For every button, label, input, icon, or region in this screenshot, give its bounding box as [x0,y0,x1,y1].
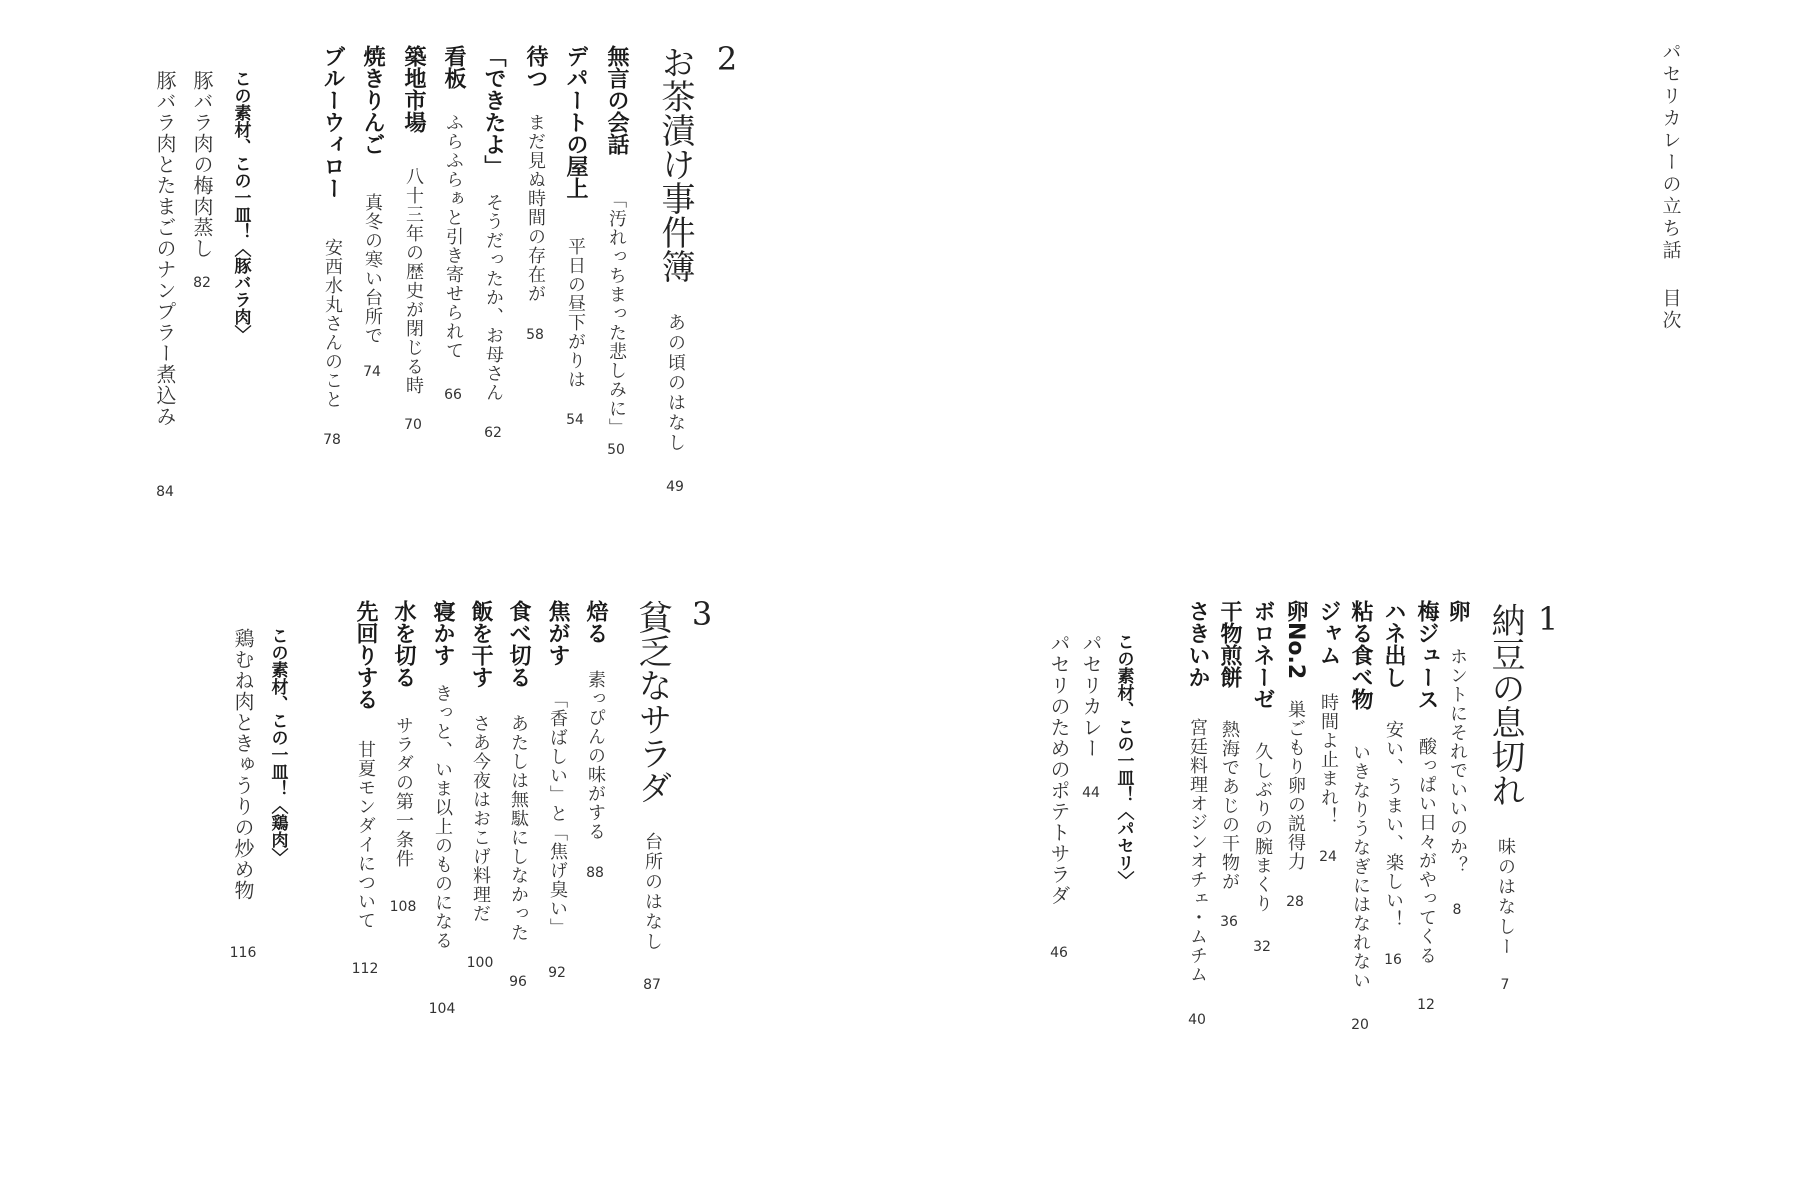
recipe-title[interactable]: 豚バラ肉の梅肉蒸し [190,70,214,259]
chapter-title[interactable]: お茶漬け事件簿 [655,45,695,283]
entry-subtitle: 時間よ止まれ！ [1318,693,1339,826]
entry-subtitle: 「香ばしい」と「焦げ臭い」 [547,690,568,937]
entry-page: 24 [1319,849,1337,865]
entry-subtitle: きっと、いま以上のものになる [432,684,453,950]
feature-heading: この素材、この一皿！〈豚バラ肉〉 [230,70,251,342]
entry-title[interactable]: 卵No.2 [1283,600,1308,680]
entry-page: 28 [1286,894,1304,910]
entry-subtitle: 甘夏モンダイについて [355,740,376,930]
entry-page: 108 [389,899,417,915]
chapter-title[interactable]: 貧乏なサラダ [632,600,672,804]
entry-page: 58 [526,327,544,343]
chapter-subtitle: 台所のはなし [642,832,663,952]
entry-page: 8 [1452,902,1462,918]
entry-page: 78 [323,432,341,448]
entry-title[interactable]: 食べ切る [506,600,531,688]
entry-page: 40 [1188,1012,1206,1028]
entry-subtitle: 久しぶりの腕まくり [1252,742,1273,913]
entry-title[interactable]: 寝かす [430,600,455,666]
entry-title[interactable]: 焼きりんご [360,45,385,155]
entry-title[interactable]: 飯を干す [468,600,493,688]
entry-subtitle: さあ今夜はおこげ料理だ [470,714,491,923]
recipe-page: 46 [1050,945,1068,961]
entry-title[interactable]: ハネ出し [1381,600,1406,688]
entry-page: 32 [1253,939,1271,955]
entry-subtitle: 宮廷料理オジンオチェ・ムチム [1187,718,1208,984]
entry-title[interactable]: 粘る食べ物 [1348,600,1373,710]
entry-title[interactable]: 干物煎餅 [1217,600,1242,688]
chapter-number: 2 [716,40,738,78]
feature-heading: この素材、この一皿！〈鶏肉〉 [267,627,288,865]
entry-title[interactable]: 焙る [583,600,608,644]
entry-subtitle: 平日の昼下がりは [565,237,586,389]
entry-title[interactable]: 先回りする [353,600,378,710]
entry-page: 96 [509,974,527,990]
entry-page: 36 [1220,914,1238,930]
recipe-page: 116 [229,945,257,961]
entry-title[interactable]: ブルーウィロー [320,45,345,199]
entry-subtitle: 安い、うまい、楽しい！ [1383,720,1404,929]
entry-subtitle: 酸っぱい日々がやってくる [1416,737,1437,965]
entry-page: 16 [1384,952,1402,968]
chapter-page: 49 [666,479,684,495]
entry-title[interactable]: 水を切る [391,600,416,688]
entry-subtitle: ホントにそれでいいのか？ [1447,647,1468,875]
entry-page: 66 [444,387,462,403]
entry-page: 54 [566,412,584,428]
entry-title[interactable]: 無言の会話 [604,45,629,155]
entry-subtitle: サラダの第一条件 [393,716,414,868]
entry-title[interactable]: 卵 [1445,600,1470,622]
entry-title[interactable]: ボロネーゼ [1250,600,1275,710]
recipe-title[interactable]: パセリカレー [1079,633,1103,759]
entry-subtitle: ふらふらぁと引き寄せられて [443,113,464,360]
chapter-number: 3 [691,595,713,633]
book-title-text: パセリカレーの立ち話 [1659,42,1682,262]
entry-title[interactable]: 「できたよ」 [481,45,506,177]
chapter-number: 1 [1537,600,1559,638]
chapter-page: 7 [1500,977,1510,993]
book-title [1661,42,1680,332]
entry-page: 50 [607,442,625,458]
entry-title[interactable]: 梅ジュース [1414,600,1439,710]
entry-subtitle: そうだったか、お母さん [483,193,504,402]
entry-title[interactable]: 待つ [523,45,548,89]
entry-subtitle: あたしは無駄にしなかった [508,714,529,942]
entry-subtitle: 八十三年の歴史が閉じる時 [403,167,424,395]
entry-page: 112 [351,961,379,977]
entry-subtitle: 安西水丸さんのこと [322,238,343,409]
entry-page: 88 [586,865,604,881]
chapter-subtitle: あの頃のはなし [665,313,686,453]
entry-title[interactable]: デパートの屋上 [563,45,588,199]
entry-page: 104 [428,1001,456,1017]
entry-subtitle: 巣ごもり卵の説得力 [1285,700,1306,871]
entry-title[interactable]: 焦がす [545,600,570,666]
entry-page: 100 [466,955,494,971]
entry-title[interactable]: さきいか [1185,600,1210,688]
recipe-page: 84 [156,484,174,500]
recipe-title[interactable]: 鶏むね肉ときゅうりの炒め物 [231,628,255,901]
entry-subtitle: まだ見ぬ時間の存在が [525,113,546,303]
entry-subtitle: 熱海であじの干物が [1219,720,1240,891]
entry-page: 12 [1417,997,1435,1013]
entry-subtitle: いきなりうなぎにはなれない [1350,743,1371,990]
entry-subtitle: 「汚れっちまった悲しみに」 [606,190,627,437]
entry-subtitle: 真冬の寒い台所で [362,193,383,345]
feature-heading: この素材、この一皿！〈パセリ〉 [1113,633,1134,888]
recipe-page: 82 [193,275,211,291]
entry-title[interactable]: ジャム [1316,600,1341,666]
chapter-title[interactable]: 納豆の息切れ [1485,603,1525,807]
toc-label: 目次 [1659,288,1682,332]
entry-page: 20 [1351,1017,1369,1033]
chapter-page: 87 [643,977,661,993]
entry-title[interactable]: 看板 [441,45,466,89]
recipe-title[interactable]: パセリのためのポテトサラダ [1047,633,1071,906]
entry-page: 74 [363,364,381,380]
entry-title[interactable]: 築地市場 [401,45,426,133]
entry-page: 92 [548,965,566,981]
entry-page: 62 [484,425,502,441]
chapter-subtitle: 味のはなしー [1495,837,1516,957]
entry-subtitle: 素っぴんの味がする [585,670,606,841]
recipe-page: 44 [1082,785,1100,801]
entry-page: 70 [404,417,422,433]
recipe-title[interactable]: 豚バラ肉とたまごのナンプラー煮込み [153,70,177,427]
